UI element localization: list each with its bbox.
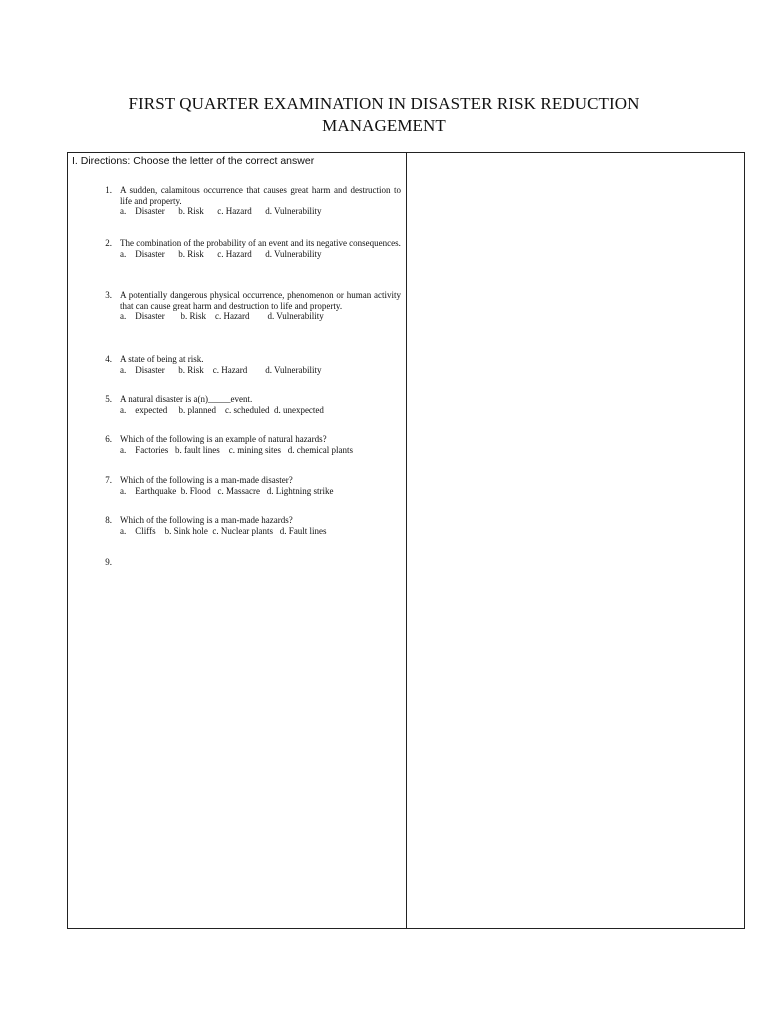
- question-number: 7.: [105, 475, 112, 485]
- question-item: [96, 238, 401, 259]
- question-item: [96, 475, 401, 496]
- question-choices: a. Disaster b. Risk c. Hazard d. Vulnerability: [120, 311, 324, 321]
- question-text: A potentially dangerous physical occurrence, phenomenon or human activity that can cause great harm and destruction to life and property.: [120, 290, 401, 311]
- question-choices: a. Earthquake b. Flood c. Massacre d. Lightning strike: [120, 485, 334, 496]
- question-text: Which of the following is a man-made disaster?: [120, 475, 293, 485]
- exam-table: [67, 152, 745, 929]
- question-choices: a. Cliffs b. Sink hole c. Nuclear plants d. Fault lines: [120, 525, 327, 536]
- question-item: [96, 185, 401, 217]
- question-text: A natural disaster is a(n)_____event.: [120, 394, 253, 404]
- right-column: [407, 153, 744, 928]
- question-item: [96, 434, 401, 455]
- question-text: Which of the following is a man-made hazards?: [120, 515, 293, 525]
- exam-title-line-2: MANAGEMENT: [322, 116, 446, 135]
- question-text: The combination of the probability of an event and its negative consequences.: [120, 238, 401, 248]
- question-number: 4.: [105, 354, 112, 364]
- question-text: Which of the following is an example of natural hazards?: [120, 434, 327, 444]
- question-number: 6.: [105, 434, 112, 444]
- question-number: 3.: [105, 290, 112, 300]
- question-choices: a. Disaster b. Risk c. Hazard d. Vulnerability: [120, 206, 322, 216]
- question-number: 8.: [105, 515, 112, 525]
- exam-title: [60, 93, 708, 137]
- question-choices: a. expected b. planned c. scheduled d. unexpected: [120, 404, 324, 415]
- question-item: [96, 515, 401, 536]
- question-number: 1.: [105, 185, 112, 195]
- question-text: A state of being at risk.: [120, 354, 204, 364]
- question-item: [96, 394, 401, 415]
- question-choices: a. Disaster b. Risk c. Hazard d. Vulnerability: [120, 364, 322, 375]
- directions-text: I. Directions: Choose the letter of the correct answer: [72, 155, 315, 167]
- question-choices: a. Factories b. fault lines c. mining sites d. chemical plants: [120, 444, 353, 455]
- exam-title-line-1: FIRST QUARTER EXAMINATION IN DISASTER RISK REDUCTION: [128, 94, 640, 113]
- question-item: [96, 290, 401, 322]
- question-number: 9.: [105, 557, 112, 567]
- question-item: [96, 354, 401, 375]
- question-text: A sudden, calamitous occurrence that causes great harm and destruction to life and property.: [120, 185, 401, 206]
- question-number: 2.: [105, 238, 112, 248]
- question-choices: a. Disaster b. Risk c. Hazard d. Vulnerability: [120, 248, 322, 259]
- left-column: [68, 153, 407, 928]
- question-number: 5.: [105, 394, 112, 404]
